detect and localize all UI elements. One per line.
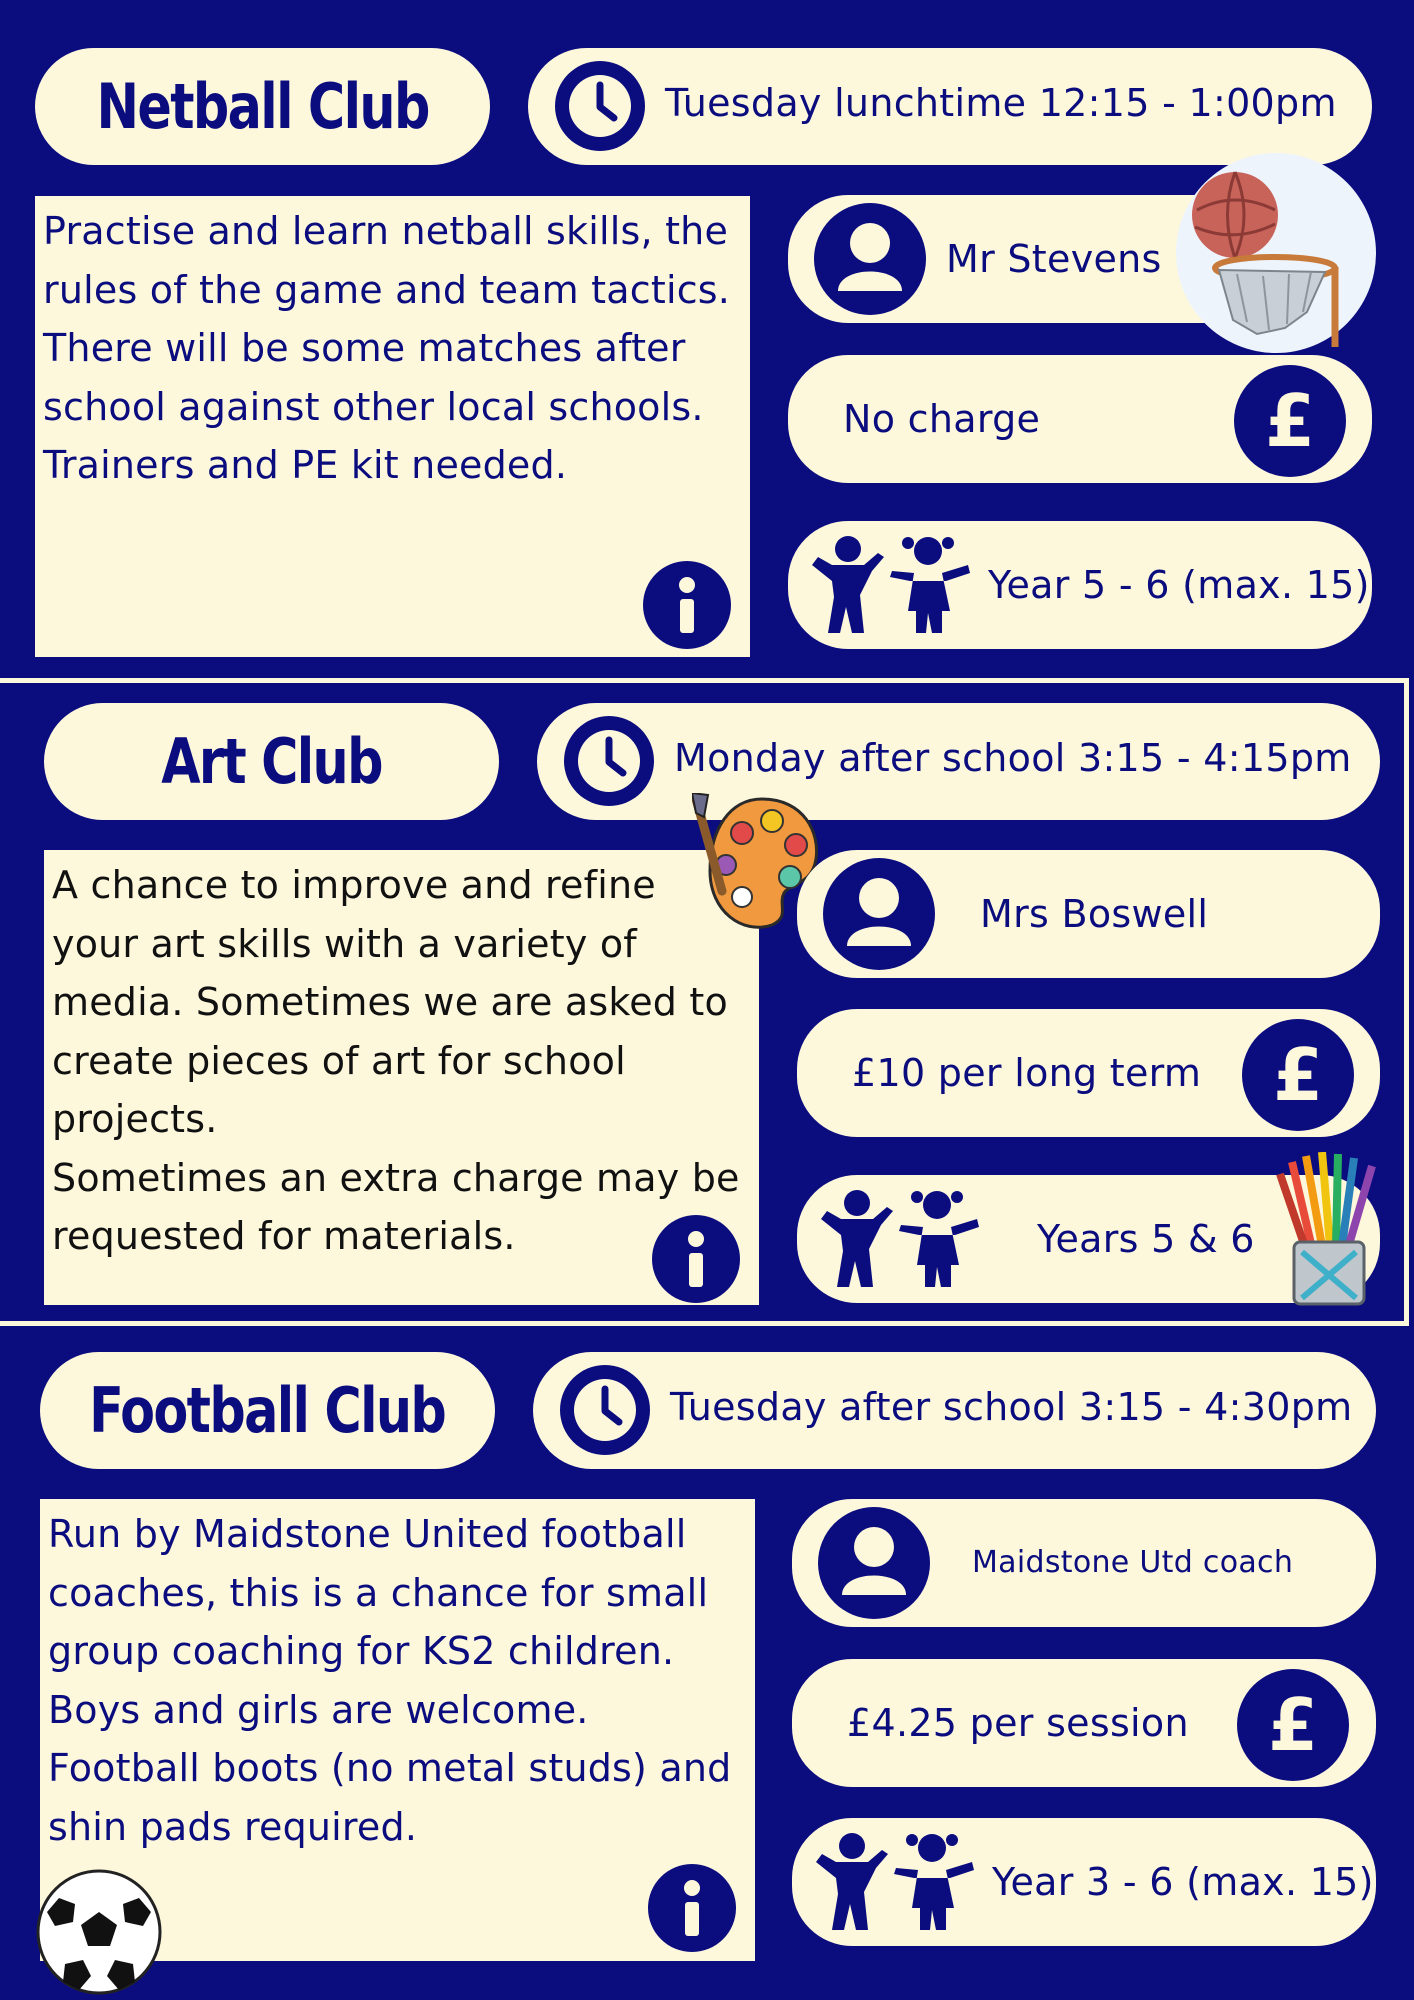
person-icon (818, 1507, 930, 1619)
club-time: Monday after school 3:15 - 4:15pm (674, 736, 1352, 780)
club-ages: Year 3 - 6 (max. 15) (992, 1860, 1374, 1904)
club-ages: Year 5 - 6 (max. 15) (988, 563, 1370, 607)
clock-icon (555, 61, 645, 151)
art-description-box (44, 850, 759, 1305)
pound-icon: £ (1237, 1669, 1349, 1781)
netball-description-box (35, 196, 750, 657)
club-cost: No charge (843, 397, 1041, 441)
art-title-pill (44, 703, 499, 820)
info-icon (652, 1215, 740, 1303)
art-cost-pill (797, 1009, 1380, 1137)
club-leader: Mrs Boswell (980, 892, 1209, 936)
netball-ages-pill (788, 521, 1372, 649)
club-leader: Maidstone Utd coach (972, 1545, 1294, 1580)
club-time: Tuesday lunchtime 12:15 - 1:00pm (665, 81, 1337, 125)
club-cost: £4.25 per session (847, 1701, 1189, 1745)
football-time-pill (533, 1352, 1376, 1469)
person-icon (823, 858, 935, 970)
football-ages-pill (792, 1818, 1376, 1946)
pound-icon: £ (1242, 1019, 1354, 1131)
children-icon (810, 535, 975, 639)
clock-icon (560, 1365, 650, 1455)
club-cost: £10 per long term (852, 1051, 1202, 1095)
info-icon (648, 1864, 736, 1952)
info-icon (643, 561, 731, 649)
club-description: Practise and learn netball skills, the rules of the game and team tactics. There will be some matches after school against other local schools. Trainers and PE kit needed. (43, 209, 731, 487)
club-ages: Years 5 & 6 (1037, 1217, 1255, 1261)
football-icon (35, 1868, 163, 1996)
club-title: Football Club (89, 1374, 446, 1447)
club-description: A chance to improve and refine your art skills with a variety of media. Sometimes we are asked to create pieces of art for school projects. Sometimes an extra charge may be requested for materials. (52, 863, 740, 1258)
pound-icon: £ (1234, 365, 1346, 477)
netball-cost-pill (788, 355, 1372, 483)
club-description: Run by Maidstone United football coaches, this is a chance for small group coaching for KS2 children. Boys and girls are welcome. Football boots (no metal studs) and shin pads required. (48, 1512, 732, 1849)
club-title: Netball Club (96, 70, 429, 143)
children-icon (814, 1832, 979, 1936)
person-icon (814, 203, 926, 315)
football-cost-pill (792, 1659, 1376, 1787)
netball-title-pill (35, 48, 490, 165)
pencil-pot-icon (1272, 1152, 1387, 1307)
netball-hoop-icon (1175, 152, 1378, 355)
art-leader-pill (797, 850, 1380, 978)
art-time-pill (537, 703, 1380, 820)
netball-time-pill (528, 48, 1372, 165)
children-icon (819, 1189, 984, 1293)
football-title-pill (40, 1352, 495, 1469)
clock-icon (564, 716, 654, 806)
club-time: Tuesday after school 3:15 - 4:30pm (670, 1385, 1353, 1429)
club-leader: Mr Stevens (946, 237, 1162, 281)
club-title: Art Club (161, 725, 382, 798)
football-leader-pill (792, 1499, 1376, 1627)
